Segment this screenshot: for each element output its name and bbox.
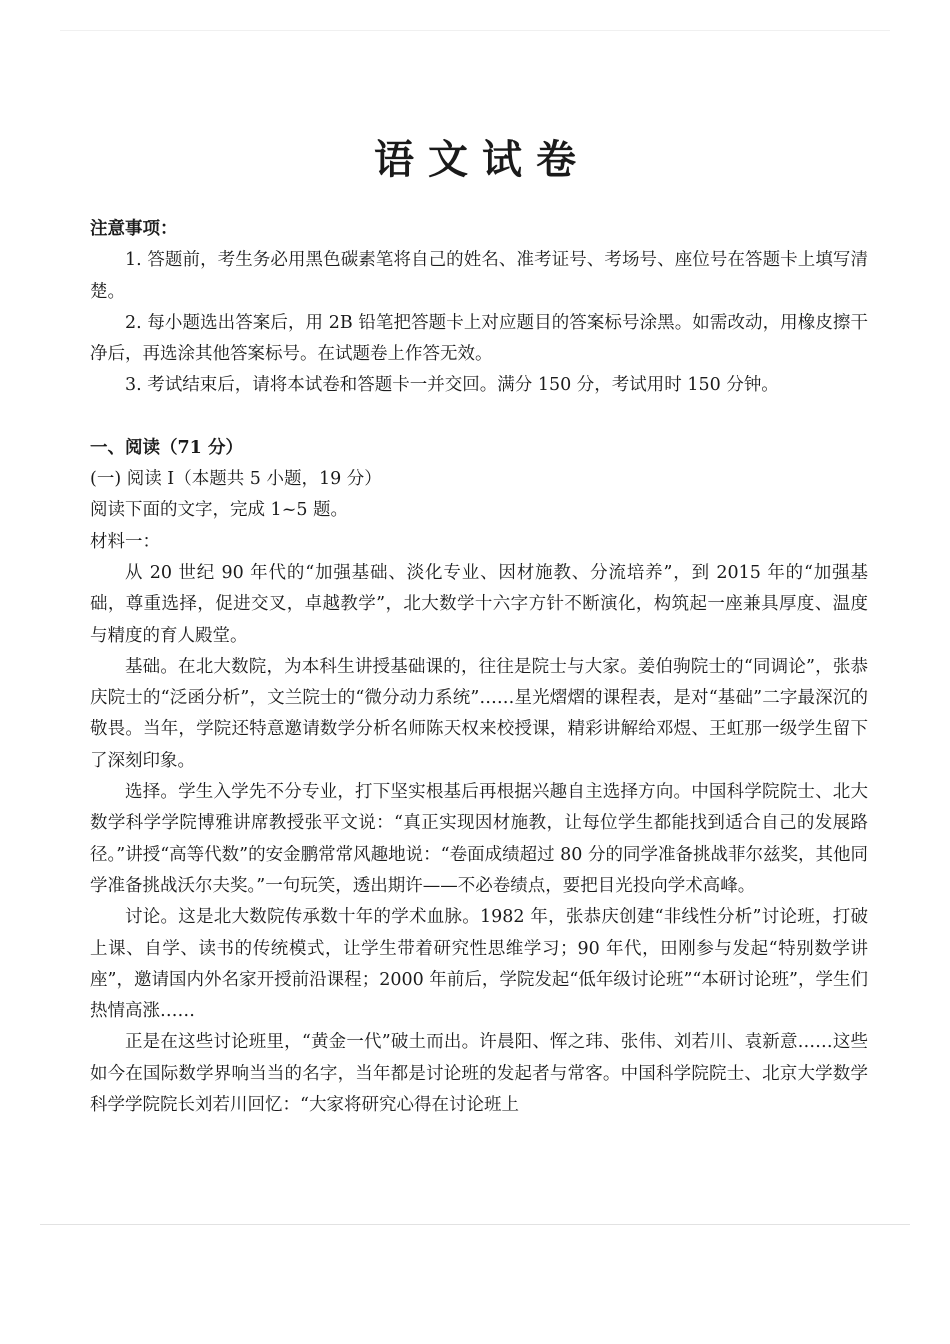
notes-heading: 注意事项： [90, 219, 178, 239]
material-paragraph-5: 正是在这些讨论班里，“黄金一代”破土而出。许晨阳、恽之玮、张伟、刘若川、袁新意……这些如今在国际数学界响当当的名字，当年都是讨论班的发起者与常客。中国科学院院士、北京大学数学科学学院院长刘若川回忆：“大家将研究心得在讨论班上 [90, 1032, 868, 1116]
top-divider [60, 30, 890, 31]
section-heading: 一、阅读（71 分） [90, 437, 243, 458]
material-paragraph-3: 选择。学生入学先不分专业，打下坚实根基后再根据兴趣自主选择方向。中国科学院院士、北大数学科学学院博雅讲席教授张平文说：“真正实现因材施教，让每位学生都能找到适合自己的发展路径。”讲授“高等代数”的安金鹏常常风趣地说：“卷面成绩超过 80 分的同学准备挑战菲尔兹奖，其他同学准备挑战沃尔夫奖。”一句玩笑，透出期许——不必卷绩点，要把目光投向学术高峰。 [90, 782, 868, 896]
bottom-divider [40, 1224, 910, 1225]
note-item-2: 2. 每小题选出答案后，用 2B 铅笔把答题卡上对应题目的答案标号涂黑。如需改动，用橡皮擦干净后，再选涂其他答案标号。在试题卷上作答无效。 [90, 312, 868, 365]
material-paragraph-1: 从 20 世纪 90 年代的“加强基础、淡化专业、因材施教、分流培养”，到 2015 年的“加强基础，尊重选择，促进交叉，卓越教学”，北大数学十六字方针不断演化，构筑起一座兼具厚度、温度与精度的育人殿堂。 [90, 562, 868, 646]
material-paragraph-2: 基础。在北大数院，为本科生讲授基础课的，往往是院士与大家。姜伯驹院士的“同调论”，张恭庆院士的“泛函分析”，文兰院士的“微分动力系统”……星光熠熠的课程表，是对“基础”二字最深沉的敬畏。当年，学院还特意邀请数学分析名师陈天权来校授课，精彩讲解给邓煜、王虹那一级学生留下了深刻印象。 [90, 656, 868, 771]
material-paragraph-4: 讨论。这是北大数院传承数十年的学术血脉。1982 年，张恭庆创建“非线性分析”讨论班，打破上课、自学、读书的传统模式，让学生带着研究性思维学习；90 年代，田刚参与发起“特别数学讲座”，邀请国内外名家开授前沿课程；2000 年前后，学院发起“低年级讨论班”“本研讨论班”，学生们热情高涨…… [90, 907, 868, 1022]
note-item-1: 1. 答题前，考生务必用黑色碳素笔将自己的姓名、准考证号、考场号、座位号在答题卡上填写清楚。 [90, 250, 868, 302]
section-subheading: (一) 阅读 I（本题共 5 小题，19 分） [90, 469, 382, 490]
material-label: 材料一： [90, 531, 160, 552]
section-spacer [90, 402, 868, 433]
reading-instruction: 阅读下面的文字，完成 1~5 题。 [90, 500, 349, 521]
page-title: 语文试卷 [374, 136, 590, 183]
note-item-3: 3. 考试结束后，请将本试卷和答题卡一并交回。满分 150 分，考试用时 150 分钟。 [125, 375, 779, 396]
exam-body [90, 214, 868, 1121]
